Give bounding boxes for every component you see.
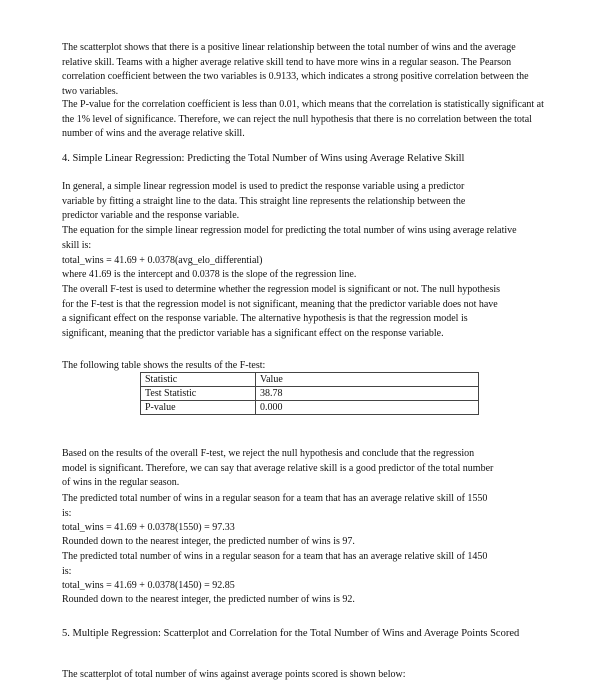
equation-note: where 41.69 is the intercept and 0.0378 is the slope of the regression line. xyxy=(62,269,357,280)
pvalue-paragraph: The P-value for the correlation coefficient is less than 0.01, which means that the correlation is statistically significant at the 1% level of significance. Therefore, we can reject the null hypothesis that there is no correlation between the total number of wins and the average relative skill. xyxy=(62,99,544,139)
regression-equation: total_wins = 41.69 + 0.0378(avg_elo_differential) xyxy=(62,255,263,266)
prediction-1550-intro: The predicted total number of wins in a regular season for a team that has an average relative skill of 1550 is: xyxy=(62,493,488,519)
regression-intro-paragraph: In general, a simple linear regression model is used to predict the response variable using a predictor variable by fitting a straight line to the data. This straight line represents the relationship between the predictor variable and the response variable. xyxy=(62,181,466,221)
ftest-conclusion-paragraph: Based on the results of the overall F-test, we reject the null hypothesis and conclude that the regression model is significant. Therefore, we can say that average relative skill is a good predictor of the total number of wins in the regular season. xyxy=(62,448,494,488)
section-4-heading: 4. Simple Linear Regression: Predicting the Total Number of Wins using Average Relative Skill xyxy=(62,153,465,164)
prediction-1450-calc: total_wins = 41.69 + 0.0378(1450) = 92.85 xyxy=(62,580,235,591)
scatterplot-intro: The scatterplot of total number of wins against average points scored is shown below: xyxy=(62,669,406,680)
ftest-description-paragraph: The overall F-test is used to determine whether the regression model is significant or not. The null hypothesis for the F-test is that the regression model is not significant, meaning that the predictor variable does not have a significant effect on the response variable. The alternative hypothesis is that the regression model is significant, meaning that the predictor variable has a significant effect on the response variable. xyxy=(62,284,501,339)
table-header-row xyxy=(141,373,479,387)
section-5-heading: 5. Multiple Regression: Scatterplot and Correlation for the Total Number of Wins and Average Points Scored xyxy=(62,628,520,639)
prediction-1450-intro: The predicted total number of wins in a regular season for a team that has an average relative skill of 1450 is: xyxy=(62,551,488,577)
table-header-cell: Statistic xyxy=(141,373,256,387)
table-intro: The following table shows the results of the F-test: xyxy=(62,360,266,371)
table-cell: 0.000 xyxy=(256,401,479,415)
table-row xyxy=(141,387,479,401)
correlation-paragraph: The scatterplot shows that there is a positive linear relationship between the total number of wins and the average relative skill. Teams with a higher average relative skill tend to have more wins in a regular season. The Pearson correlation coefficient between the two variables is 0.9133, which indicates a strong positive correlation between the two variables. xyxy=(62,42,529,97)
prediction-1550-rounded: Rounded down to the nearest integer, the predicted number of wins is 97. xyxy=(62,536,355,547)
table-row xyxy=(141,401,479,415)
prediction-1550-calc: total_wins = 41.69 + 0.0378(1550) = 97.33 xyxy=(62,522,235,533)
table-header-cell: Value xyxy=(256,373,479,387)
equation-intro-paragraph: The equation for the simple linear regression model for predicting the total number of wins using average relative skill is: xyxy=(62,225,517,251)
table-cell: 38.78 xyxy=(256,387,479,401)
table-cell: Test Statistic xyxy=(141,387,256,401)
prediction-1450-rounded: Rounded down to the nearest integer, the predicted number of wins is 92. xyxy=(62,594,355,605)
ftest-results-table xyxy=(140,372,479,415)
table-cell: P-value xyxy=(141,401,256,415)
